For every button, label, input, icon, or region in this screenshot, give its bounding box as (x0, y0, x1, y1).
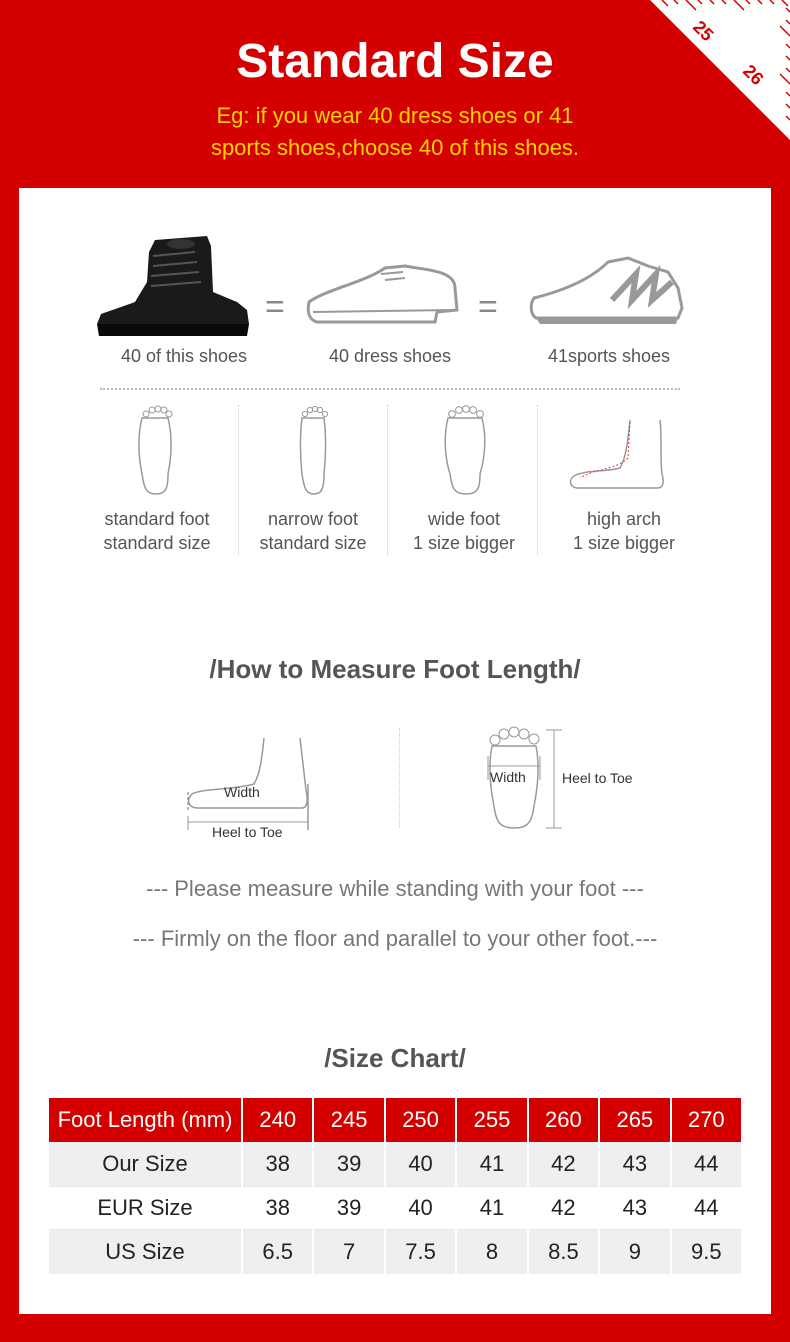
table-cell: 41 (457, 1186, 526, 1230)
foot-size-label: standard size (259, 533, 367, 553)
shoe-label-dress: 40 dress shoes (328, 346, 452, 366)
table-cell: 9.5 (672, 1230, 741, 1274)
boot-icon (95, 232, 255, 342)
top-width-label: Width (490, 769, 526, 785)
table-cell: 42 (529, 1142, 598, 1186)
high-arch-foot-icon (566, 418, 670, 494)
shoe-label-sneaker: 41sports shoes (547, 346, 671, 366)
table-cell: 7 (314, 1230, 383, 1274)
foot-type-label: narrow foot (267, 509, 359, 529)
dress-shoe-icon (305, 260, 465, 330)
sneaker-icon (528, 252, 688, 332)
measure-note-2: --- Firmly on the floor and parallel to your other foot.--- (132, 926, 658, 951)
measure-note-1: --- Please measure while standing with your foot --- (146, 876, 644, 901)
row-label: Our Size (49, 1142, 241, 1186)
foot-size-label: 1 size bigger (572, 533, 676, 553)
foot-type-standard (82, 507, 232, 555)
header-cell: Foot Length (mm) (49, 1098, 241, 1142)
table-cell: 38 (243, 1186, 312, 1230)
size-chart-table (47, 1098, 743, 1274)
foot-type-label: standard foot (104, 509, 210, 529)
table-cell: 9 (600, 1230, 669, 1274)
table-cell: 38 (243, 1142, 312, 1186)
table-cell: 44 (672, 1186, 741, 1230)
header-cell: 240 (243, 1098, 312, 1142)
standard-foot-icon (130, 404, 180, 498)
table-cell: 42 (529, 1186, 598, 1230)
table-cell: 43 (600, 1142, 669, 1186)
equals-sign-1: = (265, 288, 285, 326)
side-width-label: Width (224, 784, 260, 800)
header-cell: 250 (386, 1098, 455, 1142)
table-row (49, 1186, 741, 1230)
header-cell: 245 (314, 1098, 383, 1142)
narrow-foot-icon (292, 404, 336, 498)
foot-type-high-arch (549, 507, 699, 555)
header-cell: 270 (672, 1098, 741, 1142)
row-label: EUR Size (49, 1186, 241, 1230)
row-label: US Size (49, 1230, 241, 1274)
table-row (49, 1230, 741, 1274)
page-subtitle (0, 100, 790, 164)
page-title: Standard Size (236, 35, 554, 88)
foot-type-wide (389, 507, 539, 555)
table-cell: 39 (314, 1186, 383, 1230)
shoe-label-boot: 40 of this shoes (120, 346, 248, 366)
table-cell: 8.5 (529, 1230, 598, 1274)
ruler-mark-26: 26 (739, 60, 768, 89)
table-cell: 8 (457, 1230, 526, 1274)
table-cell: 40 (386, 1186, 455, 1230)
table-cell: 44 (672, 1142, 741, 1186)
foot-type-label: high arch (586, 509, 662, 529)
table-cell: 43 (600, 1186, 669, 1230)
foot-type-narrow (238, 507, 388, 555)
measure-title: /How to Measure Foot Length/ (209, 654, 581, 684)
table-row (49, 1142, 741, 1186)
subtitle-line-1: Eg: if you wear 40 dress shoes or 41 (216, 103, 574, 128)
ruler-mark-25: 25 (689, 16, 718, 45)
table-cell: 7.5 (386, 1230, 455, 1274)
side-heel-to-toe-label: Heel to Toe (212, 824, 283, 840)
divider (100, 388, 680, 390)
table-cell: 40 (386, 1142, 455, 1186)
top-heel-to-toe-label: Heel to Toe (562, 770, 633, 786)
wide-foot-icon (438, 404, 492, 498)
table-cell: 39 (314, 1142, 383, 1186)
header-cell: 255 (457, 1098, 526, 1142)
foot-size-label: standard size (103, 533, 211, 553)
size-chart-title: /Size Chart/ (324, 1043, 466, 1073)
header-cell: 260 (529, 1098, 598, 1142)
measure-divider (399, 728, 400, 828)
table-cell: 6.5 (243, 1230, 312, 1274)
size-chart-header-row (49, 1098, 741, 1142)
foot-type-label: wide foot (427, 509, 501, 529)
header-cell: 265 (600, 1098, 669, 1142)
foot-size-label: 1 size bigger (412, 533, 516, 553)
table-cell: 41 (457, 1142, 526, 1186)
equals-sign-2: = (478, 288, 498, 326)
subtitle-line-2: sports shoes,choose 40 of this shoes. (210, 135, 580, 160)
